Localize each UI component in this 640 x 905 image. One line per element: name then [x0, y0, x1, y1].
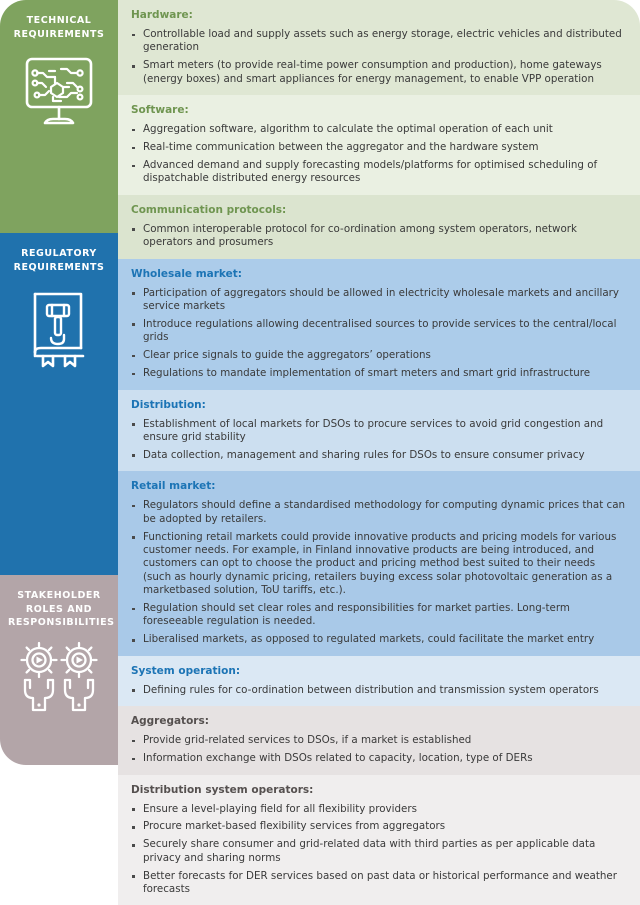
- people-gears-icon: [15, 642, 103, 714]
- list-item: Regulations to mandate implementation of smart meters and smart grid infrastructure: [131, 367, 626, 380]
- sidebar-label-stakeholder-line2: ROLES AND: [8, 603, 110, 617]
- list-distribution-system-operators: [131, 803, 626, 897]
- block-software: [118, 95, 640, 195]
- list-item: Establishment of local markets for DSOs to procure services to avoid grid congestion and ensure grid stability: [131, 418, 626, 445]
- list-item: Common interoperable protocol for co-ordination among system operators, network operators and prosumers: [131, 223, 626, 250]
- block-title-software: Software:: [131, 104, 626, 117]
- list-item: Liberalised markets, as opposed to regulated markets, could facilitate the market entry: [131, 633, 626, 646]
- list-item: Procure market-based flexibility services from aggregators: [131, 820, 626, 833]
- list-item: Participation of aggregators should be allowed in electricity wholesale markets and ancillary service markets: [131, 287, 626, 314]
- sidebar-label-stakeholder-line3: RESPONSIBILITIES: [8, 616, 110, 630]
- category-sidebar: [0, 0, 118, 765]
- block-title-retail-market: Retail market:: [131, 480, 626, 493]
- block-system-operation: [118, 656, 640, 706]
- block-communication-protocols: [118, 195, 640, 259]
- sidebar-label-technical-line1: TECHNICAL: [8, 14, 110, 28]
- list-item: Better forecasts for DER services based on past data or historical performance and weather forecasts: [131, 870, 626, 897]
- sidebar-label-technical-line2: REQUIREMENTS: [8, 28, 110, 42]
- list-hardware: [131, 28, 626, 86]
- block-title-distribution-system-operators: Distribution system operators:: [131, 784, 626, 797]
- gavel-law-book-icon: [21, 286, 97, 370]
- list-aggregators: [131, 734, 626, 765]
- sidebar-band-regulatory: [0, 233, 118, 575]
- sidebar-label-stakeholder: [8, 589, 110, 630]
- list-item: Ensure a level-playing field for all flexibility providers: [131, 803, 626, 816]
- sidebar-band-technical: [0, 0, 118, 233]
- list-item: Securely share consumer and grid-related data with third parties as per applicable data privacy and sharing norms: [131, 838, 626, 865]
- content-column: [118, 0, 640, 765]
- sidebar-label-regulatory-line1: REGULATORY: [8, 247, 110, 261]
- block-hardware: [118, 0, 640, 95]
- block-distribution: [118, 390, 640, 472]
- list-distribution: [131, 418, 626, 463]
- sidebar-label-stakeholder-line1: STAKEHOLDER: [8, 589, 110, 603]
- list-communication-protocols: [131, 223, 626, 250]
- list-item: Data collection, management and sharing rules for DSOs to ensure consumer privacy: [131, 449, 626, 462]
- list-system-operation: [131, 684, 626, 697]
- list-item: Smart meters (to provide real-time power consumption and production), home gateways (energy boxes) and smart appliances for energy management, to enable VPP operation: [131, 59, 626, 86]
- block-title-wholesale-market: Wholesale market:: [131, 268, 626, 281]
- list-item: Advanced demand and supply forecasting models/platforms for optimised scheduling of dispatchable distributed energy resources: [131, 159, 626, 186]
- list-item: Information exchange with DSOs related to capacity, location, type of DERs: [131, 752, 626, 765]
- monitor-circuit-icon: [21, 53, 97, 131]
- block-retail-market: [118, 471, 640, 656]
- block-distribution-system-operators: [118, 775, 640, 905]
- block-title-communication-protocols: Communication protocols:: [131, 204, 626, 217]
- list-wholesale-market: [131, 287, 626, 381]
- sidebar-label-technical: [8, 14, 110, 41]
- block-wholesale-market: [118, 259, 640, 390]
- list-retail-market: [131, 499, 626, 647]
- block-title-system-operation: System operation:: [131, 665, 626, 678]
- block-title-hardware: Hardware:: [131, 9, 626, 22]
- list-item: Controllable load and supply assets such as energy storage, electric vehicles and distributed generation: [131, 28, 626, 55]
- sidebar-label-regulatory-line2: REQUIREMENTS: [8, 261, 110, 275]
- list-item: Real-time communication between the aggregator and the hardware system: [131, 141, 626, 154]
- list-item: Provide grid-related services to DSOs, if a market is established: [131, 734, 626, 747]
- block-aggregators: [118, 706, 640, 774]
- list-item: Regulators should define a standardised methodology for computing dynamic prices that can be adopted by retailers.: [131, 499, 626, 526]
- list-item: Defining rules for co-ordination between distribution and transmission system operators: [131, 684, 626, 697]
- sidebar-band-stakeholder: [0, 575, 118, 765]
- list-item: Regulation should set clear roles and responsibilities for market parties. Long-term foreseeable regulation is needed.: [131, 602, 626, 629]
- list-item: Introduce regulations allowing decentralised sources to provide services to the central/local grids: [131, 318, 626, 345]
- list-software: [131, 123, 626, 186]
- list-item: Functioning retail markets could provide innovative products and pricing models for various customer needs. For example, in Finland innovative products are being introduced, and customers can opt to choose the product and pricing method best suited to their needs (such as hourly dynamic pricing, retailers buying excess solar photovoltaic generation as a marketbased solution, ToU tariffs, etc.).: [131, 531, 626, 598]
- list-item: Aggregation software, algorithm to calculate the optimal operation of each unit: [131, 123, 626, 136]
- list-item: Clear price signals to guide the aggregators’ operations: [131, 349, 626, 362]
- sidebar-label-regulatory: [8, 247, 110, 274]
- block-title-distribution: Distribution:: [131, 399, 626, 412]
- block-title-aggregators: Aggregators:: [131, 715, 626, 728]
